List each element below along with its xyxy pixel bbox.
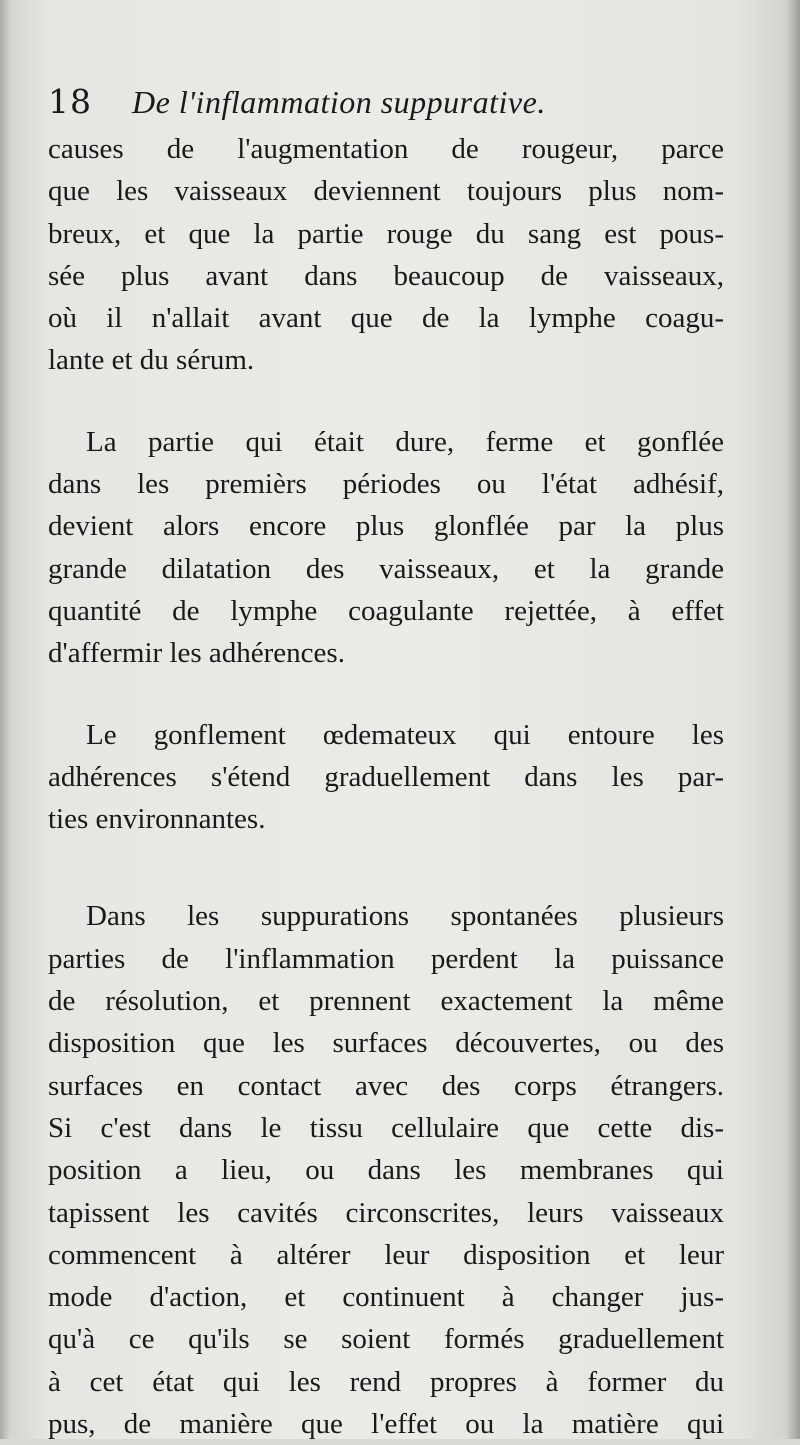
- body-text: [48, 128, 724, 1445]
- text-line: mode d'action, et continuent à changer jus-: [48, 1281, 724, 1314]
- paragraph-3: [48, 714, 724, 841]
- text-line: surfaces en contact avec des corps étrangers.: [48, 1069, 724, 1102]
- page-right-shadow: [786, 0, 800, 1439]
- text-line: sée plus avant dans beaucoup de vaisseaux,: [48, 259, 724, 292]
- text-line: où il n'allait avant que de la lymphe coagu-: [48, 302, 724, 335]
- page-left-shadow: [0, 0, 10, 1439]
- text-line: Le gonflement œdemateux qui entoure les: [86, 718, 724, 751]
- text-line: pus, de manière que l'effet ou la matière qui: [48, 1408, 724, 1441]
- text-line: tapissent les cavités circonscrites, leurs vaisseaux: [48, 1196, 724, 1229]
- text-line: commencent à altérer leur disposition et leur: [48, 1238, 724, 1271]
- paragraph-4: [48, 895, 724, 1445]
- text-line: qu'à ce qu'ils se soient formés graduellement: [48, 1323, 724, 1356]
- text-line: quantité de lymphe coagulante rejettée, à effet: [48, 594, 724, 627]
- page-header: [48, 82, 546, 132]
- running-title: De l'inflammation suppurative.: [132, 84, 546, 120]
- text-line: Si c'est dans le tissu cellulaire que cette dis-: [48, 1111, 724, 1144]
- text-line: breux, et que la partie rouge du sang est pous-: [48, 217, 724, 250]
- text-line: de résolution, et prennent exactement la même: [48, 985, 724, 1018]
- text-line: grande dilatation des vaisseaux, et la grande: [48, 552, 724, 585]
- text-line: adhérences s'étend graduellement dans les par-: [48, 760, 724, 793]
- text-line: devient alors encore plus glonflée par la plus: [48, 510, 724, 543]
- text-line: causes de l'augmentation de rougeur, parce: [48, 133, 724, 165]
- text-line: La partie qui était dure, ferme et gonflée: [86, 425, 724, 458]
- text-line: que les vaisseaux deviennent toujours plus nom-: [48, 175, 724, 208]
- text-line: position a lieu, ou dans les membranes qui: [48, 1154, 724, 1187]
- text-line: à cet état qui les rend propres à former du: [48, 1365, 724, 1398]
- text-line: disposition que les surfaces découvertes, ou des: [48, 1027, 724, 1060]
- text-line: d'affermir les adhérences.: [48, 637, 345, 670]
- paragraph-1: [48, 128, 724, 382]
- text-line: ties environnantes.: [48, 803, 266, 836]
- page-number: 18: [48, 82, 92, 121]
- text-line: parties de l'inflammation perdent la puissance: [48, 942, 724, 975]
- text-line: lante et du sérum.: [48, 344, 255, 377]
- text-line: dans les premièrs périodes ou l'état adhésif,: [48, 468, 724, 501]
- text-line: Dans les suppurations spontanées plusieurs: [86, 900, 724, 933]
- paragraph-2: [48, 421, 724, 675]
